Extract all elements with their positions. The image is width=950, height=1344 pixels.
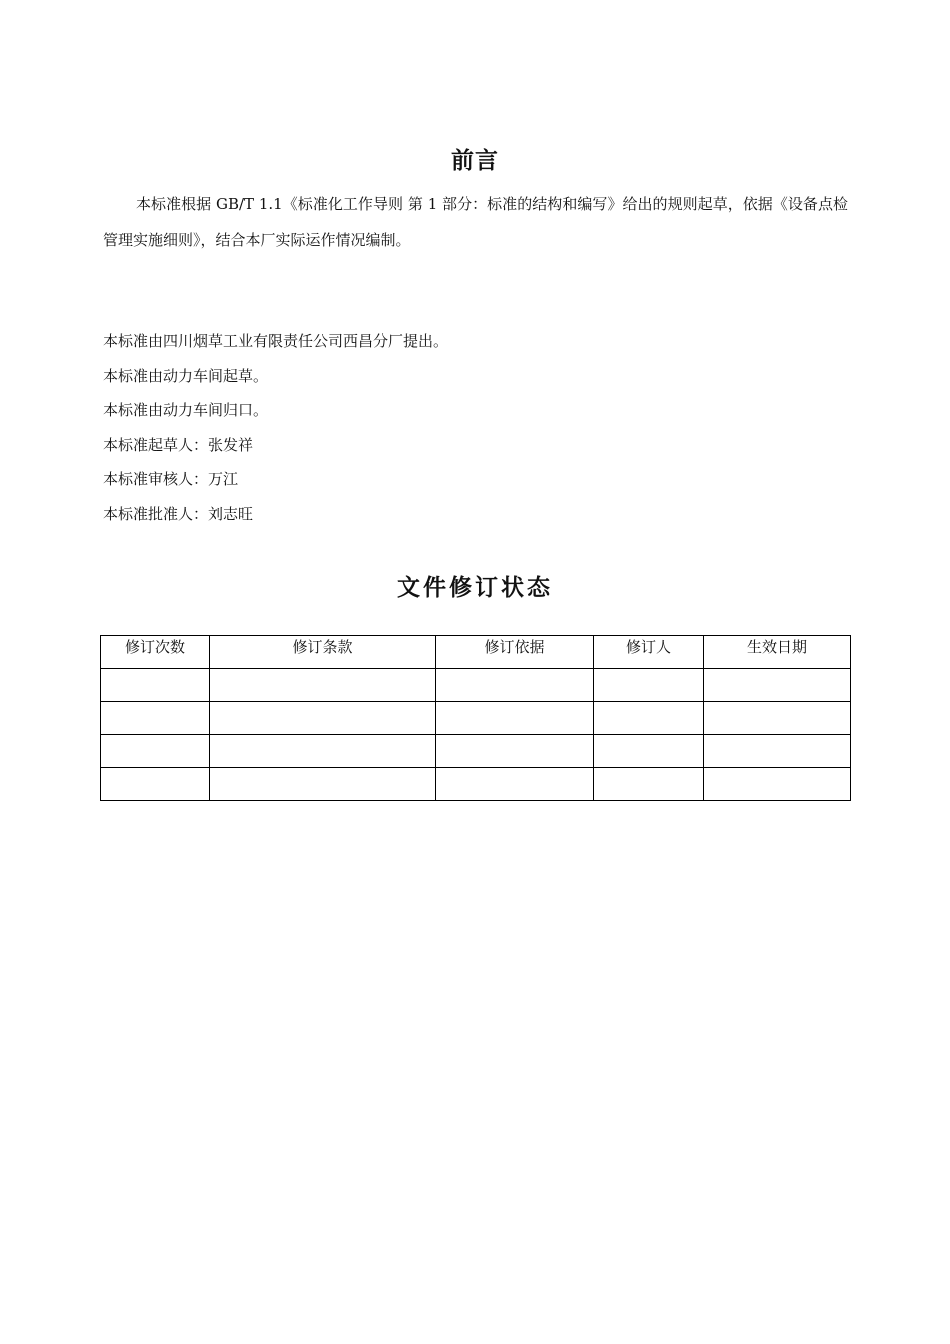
- info-proposer: 本标准由四川烟草工业有限责任公司西昌分厂提出。: [103, 332, 449, 350]
- table-cell: [594, 702, 704, 735]
- info-approver: 本标准批准人：刘志旺: [103, 504, 254, 523]
- table-cell: [101, 702, 210, 735]
- table-row: [101, 735, 851, 768]
- revision-status-title: 文件修订状态: [397, 574, 553, 601]
- table-cell: [704, 768, 851, 801]
- table-cell: [210, 669, 436, 702]
- table-row: [101, 669, 851, 702]
- info-reviewer: 本标准审核人：万江: [103, 470, 239, 488]
- table-cell: [101, 669, 210, 702]
- table-row: [101, 768, 851, 801]
- table-cell: [704, 735, 851, 768]
- table-cell: [210, 735, 436, 768]
- table-cell: [210, 768, 436, 801]
- preface-title: 前言: [451, 147, 499, 174]
- table-cell: [594, 735, 704, 768]
- info-drafter: 本标准起草人：张发祥: [103, 435, 254, 454]
- table-cell: [704, 702, 851, 735]
- info-drafting-unit: 本标准由动力车间起草。: [103, 366, 269, 385]
- header-effective-date: 生效日期: [704, 636, 851, 669]
- info-responsible-unit: 本标准由动力车间归口。: [103, 401, 269, 419]
- table-cell: [101, 735, 210, 768]
- table-cell: [704, 669, 851, 702]
- table-cell: [436, 702, 594, 735]
- header-revision-count: 修订次数: [101, 636, 210, 669]
- table-cell: [101, 768, 210, 801]
- table-cell: [436, 768, 594, 801]
- table-cell: [594, 768, 704, 801]
- revision-status-table: [100, 635, 851, 801]
- table-cell: [436, 669, 594, 702]
- header-revision-clause: 修订条款: [210, 636, 436, 669]
- table-cell: [594, 669, 704, 702]
- header-revision-basis: 修订依据: [436, 636, 594, 669]
- header-reviser: 修订人: [594, 636, 704, 669]
- table-cell: [210, 702, 436, 735]
- preface-intro-paragraph: 本标准根据 GB/T 1.1《标准化工作导则 第 1 部分：标准的结构和编写》给出的规则起草，依据《设备点检管理实施细则》，结合本厂实际运作情况编制。: [103, 195, 848, 249]
- table-cell: [436, 735, 594, 768]
- standard-info-lines: [103, 327, 848, 534]
- table-header-row: [101, 636, 851, 669]
- table-row: [101, 702, 851, 735]
